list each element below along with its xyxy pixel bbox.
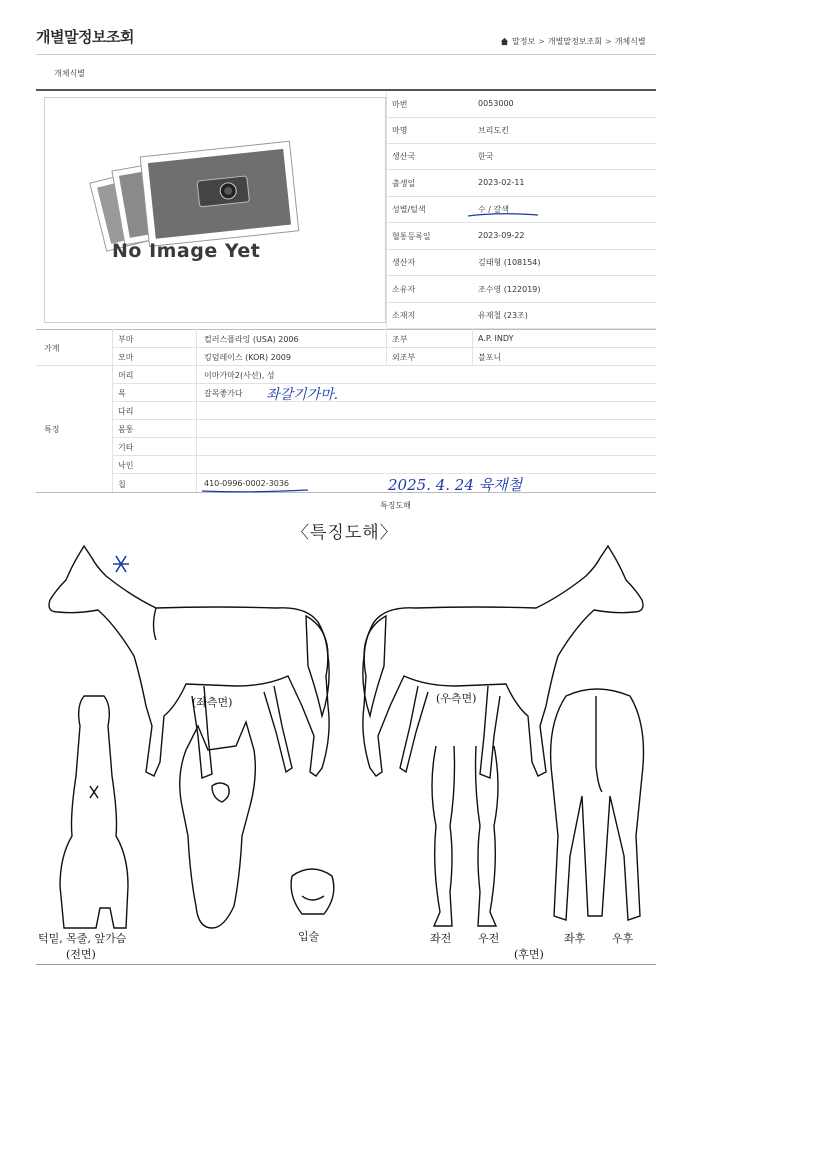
label-front: (전면) <box>66 948 96 961</box>
breadcrumb <box>500 36 646 47</box>
rear-view-outline <box>551 689 644 920</box>
info-label: 소유자 <box>392 285 416 294</box>
info-row-country <box>386 143 656 170</box>
label-rear: (후면) <box>514 948 544 961</box>
table-divider <box>112 473 656 474</box>
diagram-section-label: 특징도해 <box>380 501 411 510</box>
label-left-fore: 좌전 <box>430 932 452 945</box>
table-divider <box>36 492 656 493</box>
info-value: 김태형 (108154) <box>478 258 541 267</box>
label-front-caption: 턱밑, 목줄, 앞가슴 <box>38 932 127 945</box>
info-label: 생산국 <box>392 152 416 161</box>
feature-value-neck: 갈목좋가다 <box>204 389 243 398</box>
dam-value: 킹덤레이스 (KOR) 2009 <box>204 353 291 362</box>
info-label: 혈통등록일 <box>392 232 431 241</box>
info-row-location <box>386 302 656 329</box>
sire-value: 컬러스플라잉 (USA) 2006 <box>204 335 299 344</box>
pedigree-group-label: 가계 <box>44 344 60 353</box>
column-divider <box>472 329 473 365</box>
horse-identification-diagram <box>36 536 656 962</box>
info-row-horse-number <box>386 91 656 118</box>
column-divider <box>386 329 387 365</box>
table-divider <box>112 401 656 402</box>
table-divider <box>112 419 656 420</box>
table-divider <box>112 347 656 348</box>
page-bottom-border <box>36 964 656 965</box>
table-divider <box>112 455 656 456</box>
info-value: 2023-02-11 <box>478 178 525 187</box>
info-value: 한국 <box>478 152 494 161</box>
face-view-outline <box>180 722 256 928</box>
label-right-side: (우측면) <box>436 692 477 705</box>
feature-label-body: 몸통 <box>118 425 134 434</box>
grandsire-value: A.P. INDY <box>478 334 514 343</box>
breadcrumb-separator: > <box>605 37 612 46</box>
front-view-outline <box>60 696 128 928</box>
handwritten-neck-note: 좌갈기가마. <box>266 387 339 403</box>
breadcrumb-item-identification[interactable]: 개체식별 <box>614 37 646 46</box>
info-row-registration-date <box>386 223 656 250</box>
dam-label: 모마 <box>118 353 134 362</box>
column-divider <box>112 329 113 492</box>
maternal-grandsire-value: 블포니 <box>478 353 502 362</box>
feature-label-brand: 낙인 <box>118 461 134 470</box>
feature-value-head: 이마가마2(사선), 성 <box>204 371 275 380</box>
feature-label-chip: 칩 <box>118 480 126 489</box>
label-right-hind: 우후 <box>612 932 634 945</box>
breadcrumb-item-horse-lookup[interactable]: 개별말정보조회 <box>547 37 602 46</box>
info-value: 조수영 (122019) <box>478 285 541 294</box>
info-label: 마번 <box>392 100 408 109</box>
handwritten-underline <box>466 210 542 220</box>
info-value: 유재철 (23조) <box>478 311 528 320</box>
info-label: 출생일 <box>392 179 416 188</box>
handwritten-underline <box>200 487 312 495</box>
info-label: 생산자 <box>392 258 416 267</box>
info-value: 2023-09-22 <box>478 231 525 240</box>
label-left-side: (좌측면) <box>192 696 233 709</box>
features-group-label: 특징 <box>44 425 60 434</box>
column-divider <box>196 329 197 492</box>
feature-value-chip: 410-0996-0002-3036 <box>204 479 290 488</box>
grandsire-label: 조부 <box>392 335 408 344</box>
feature-label-neck: 목 <box>118 389 126 398</box>
no-image-text: No Image Yet <box>112 240 261 262</box>
info-row-birth-date <box>386 170 656 197</box>
muzzle-outline <box>291 869 334 914</box>
section-tab-identification[interactable]: 개체식별 <box>54 69 85 78</box>
table-divider <box>36 329 656 330</box>
page-title: 개별말정보조회 <box>36 28 134 46</box>
breadcrumb-item-horse-info[interactable]: 말정보 <box>512 37 536 46</box>
label-right-fore: 우전 <box>478 932 500 945</box>
label-left-hind: 좌후 <box>564 932 586 945</box>
maternal-grandsire-label: 외조부 <box>392 353 416 362</box>
diagram-title: 〈특징도해〉 <box>292 523 398 543</box>
table-divider <box>112 437 656 438</box>
info-row-owner <box>386 276 656 303</box>
info-value: 수 / 갈색 <box>478 205 509 214</box>
info-label: 마명 <box>392 126 408 135</box>
sire-label: 부마 <box>118 335 134 344</box>
right-side-horse-outline <box>363 546 643 778</box>
header-divider <box>36 54 656 55</box>
info-value: 0053000 <box>478 99 514 108</box>
front-legs-outline <box>432 746 498 926</box>
table-divider <box>36 365 656 366</box>
info-label: 소재지 <box>392 311 416 320</box>
handwritten-date-note: 2025. 4. 24 육재철 <box>388 476 523 494</box>
feature-label-head: 머리 <box>118 371 134 380</box>
marking-star-icon <box>113 556 129 572</box>
breadcrumb-separator: > <box>538 37 545 46</box>
feature-label-other: 기타 <box>118 443 134 452</box>
home-icon[interactable] <box>500 37 509 46</box>
info-value: 브리도킨 <box>478 126 509 135</box>
info-row-horse-name <box>386 117 656 144</box>
feature-label-legs: 다리 <box>118 407 134 416</box>
no-image-placeholder-icon <box>88 140 310 255</box>
table-divider <box>112 383 656 384</box>
info-label: 성별/털색 <box>392 205 426 214</box>
label-muzzle: 입술 <box>298 930 320 943</box>
info-row-breeder <box>386 249 656 276</box>
